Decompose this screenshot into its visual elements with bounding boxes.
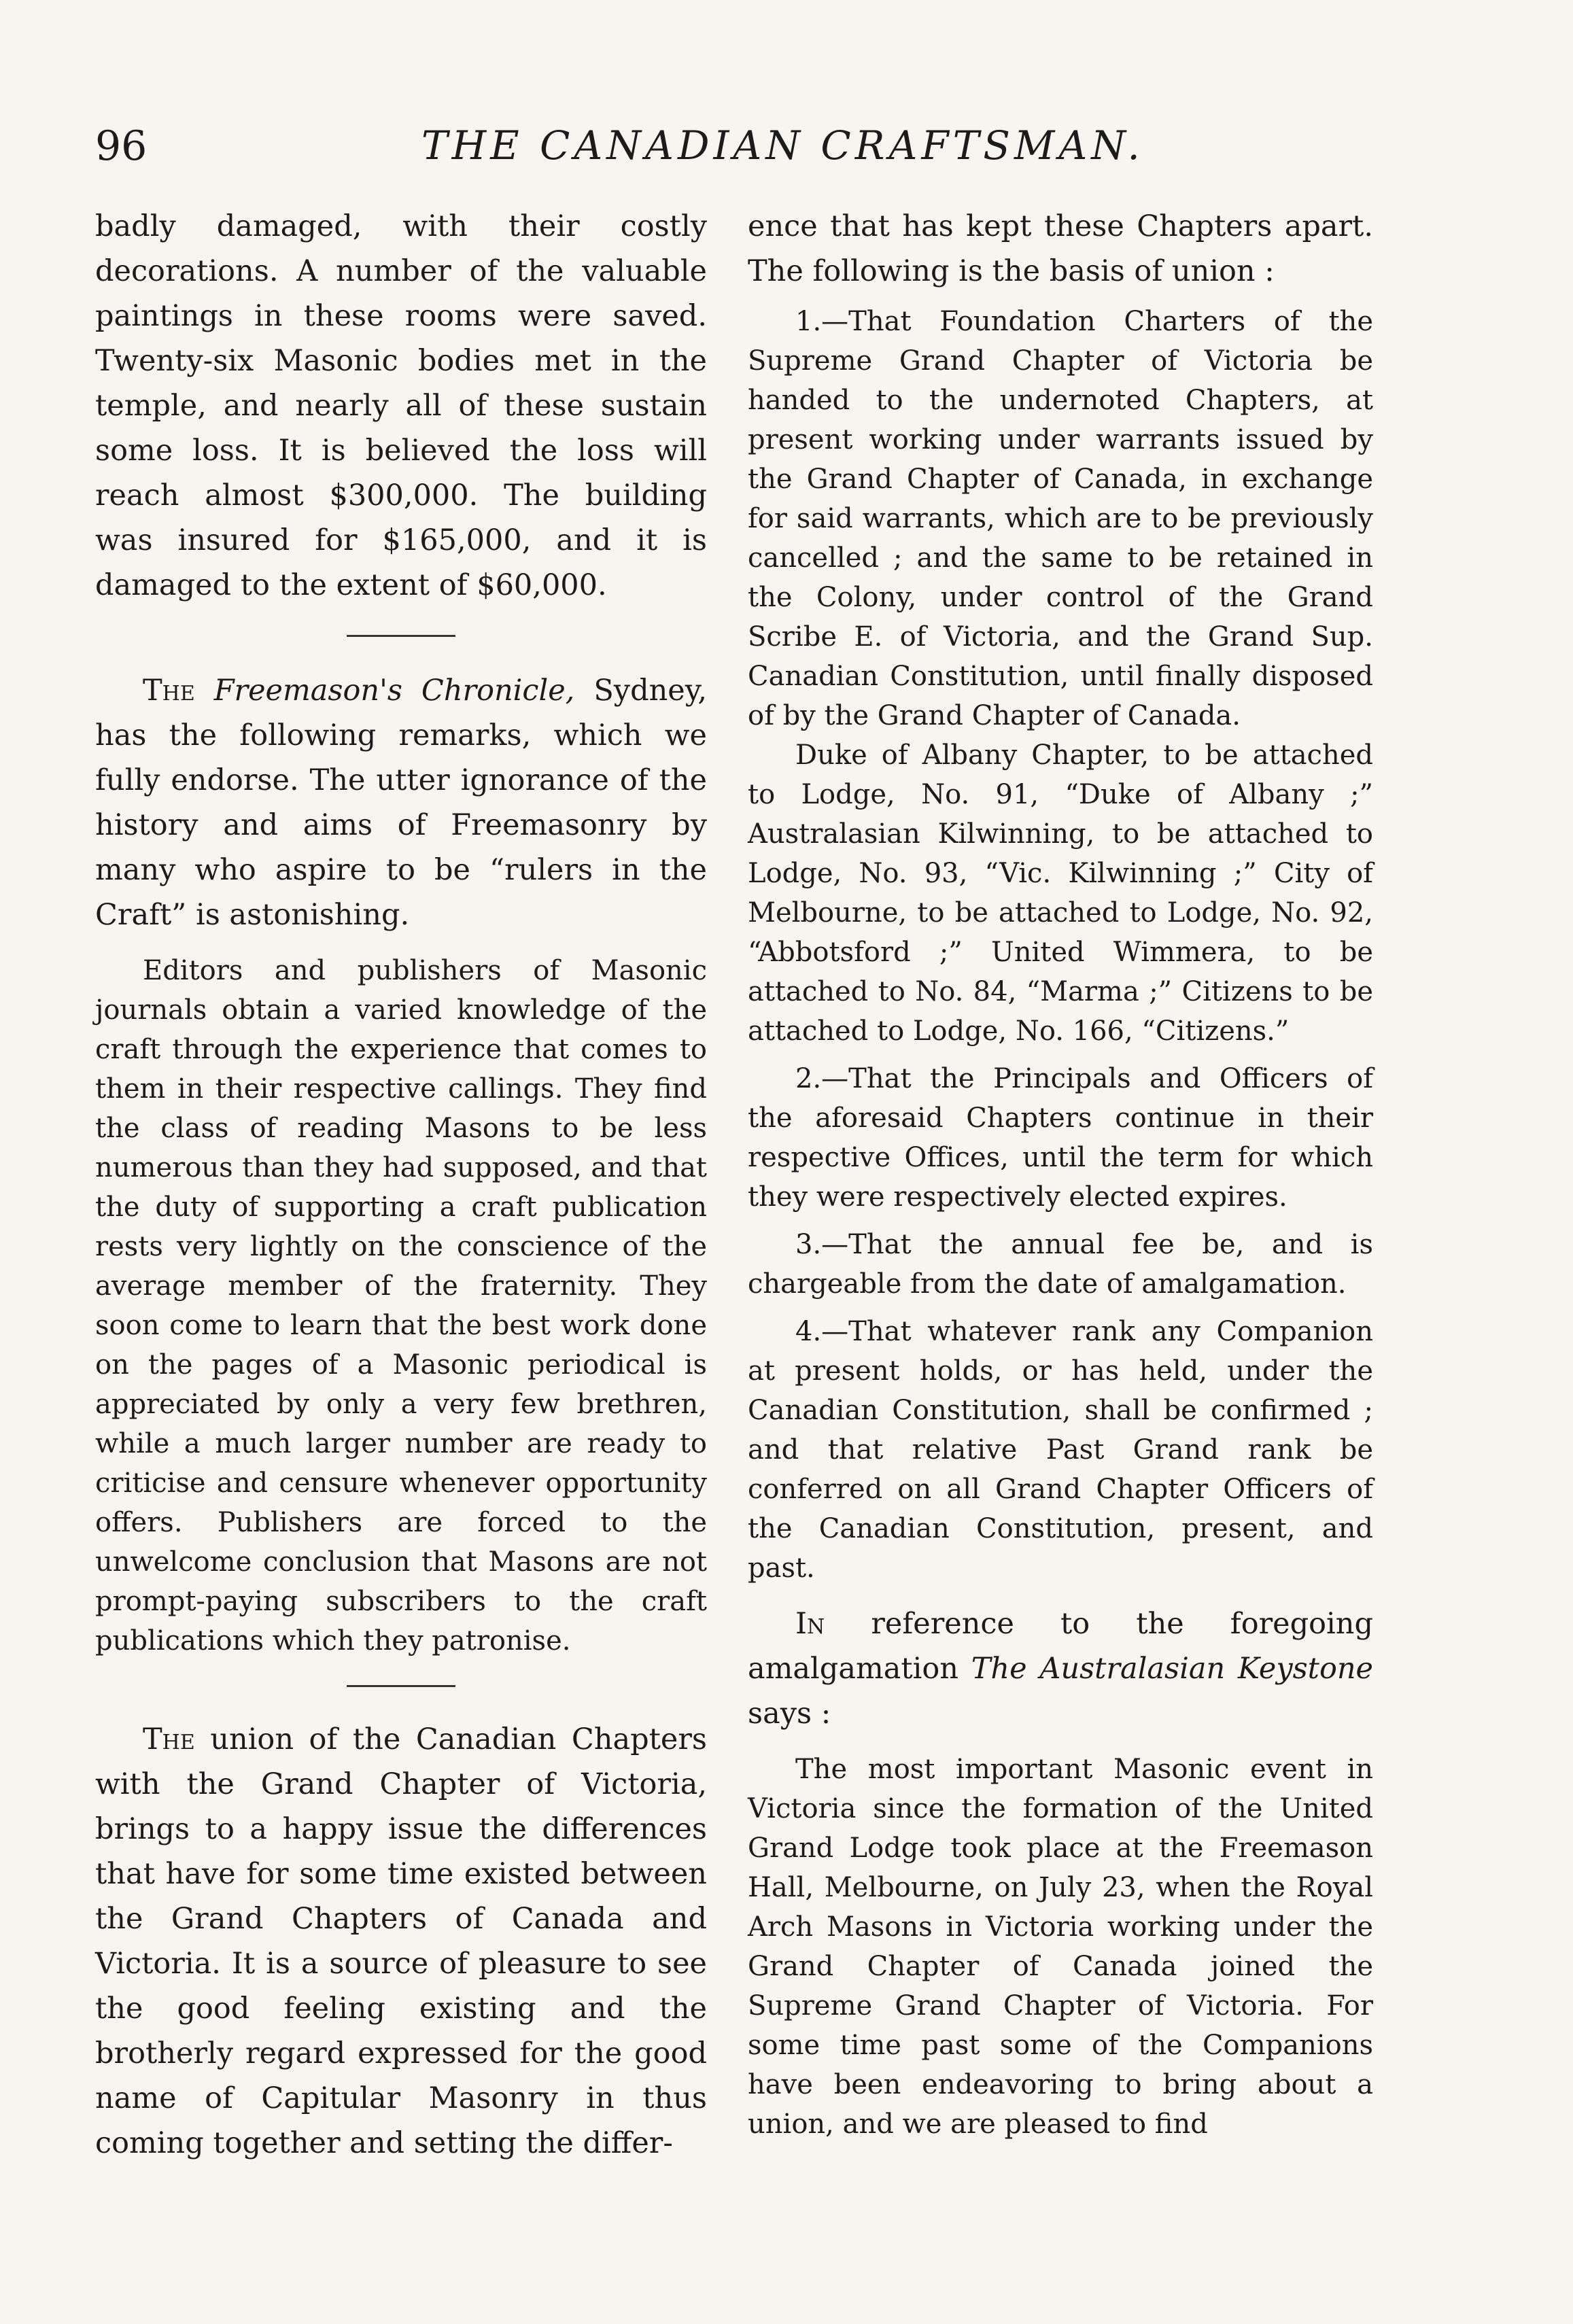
clause-4-paragraph: 4.—That whatever rank any Companion at present holds, or has held, under the Canadian Constitution, shall be confirmed ; and that relative Past Grand rank be conferred on all Grand Chapter Officers of the Canadian Constitution, present, and past. — [748, 1316, 1373, 1584]
page-number: 96 — [95, 122, 148, 170]
right-column — [748, 204, 1373, 2144]
section-separator — [347, 635, 455, 637]
publication-title: Freemason's Chronicle, — [213, 674, 575, 708]
paragraph-text: reference to the foregoing amalgamation — [748, 1607, 1373, 1686]
paragraph-text: union of the Canadian Chapters with the Grand Chapter of Victoria, brings to a happy issue the differences that have for some time existed between the Grand Chapters of Canada and Victoria. It is a source of pleasure to see the good feeling existing and the brotherly regard expressed for the good name of Capitular Masonry in thus coming together and setting the differ- — [95, 1722, 707, 2160]
editors-quote-paragraph: Editors and publishers of Masonic journals obtain a varied knowledge of the craft through the experience that comes to them in their respective callings. They find the class of reading Masons to be less numerous than they had supposed, and that the duty of supporting a craft publication rests very lightly on the conscience of the average member of the fraternity. They soon come to learn that the best work done on the pages of a Masonic periodical is appreciated by only a very few brethren, while a much larger number are ready to criticise and censure whenever opportunity offers. Publishers are forced to the unwelcome conclusion that Masons are not prompt-paying subscribers to the craft publications which they patronise. — [95, 955, 707, 1657]
clause-3-paragraph: 3.—That the annual fee be, and is chargeable from the date of amalgamation. — [748, 1229, 1373, 1300]
clause-2-paragraph: 2.—That the Principals and Officers of the aforesaid Chapters continue in their respective Offices, until the term for which they were respectively elected expires. — [748, 1063, 1373, 1213]
lead-word: The — [143, 1722, 195, 1756]
page-header — [95, 122, 1475, 184]
fire-damage-paragraph: badly damaged, with their costly decorations. A number of the valuable paintings in these rooms were saved. Twenty-six Masonic bodies met in the temple, and nearly all of these sustain some loss. It is believed the loss will reach almost $300,000. The building was insured for $165,000, and it is damaged to the extent of $60,000. — [95, 209, 707, 602]
keystone-intro-paragraph — [748, 1601, 1373, 1736]
clause-1-paragraph: 1.—That Foundation Charters of the Supreme Grand Chapter of Victoria be handed to the undernoted Chapters, at present working under warrants issued by the Grand Chapter of Canada, in exchange for said warrants, which are to be previously cancelled ; and the same to be retained in the Colony, under control of the Grand Scribe E. of Victoria, and the Grand Sup. Canadian Constitution, until finally disposed of by the Grand Chapter of Canada. — [748, 306, 1373, 731]
chronicle-intro-paragraph — [95, 668, 707, 937]
keystone-quote-paragraph: The most important Masonic event in Victoria since the formation of the United Grand Lodge took place at the Freemason Hall, Melbourne, on July 23, when the Royal Arch Masons in Victoria working under the Grand Chapter of Canada joined the Supreme Grand Chapter of Victoria. For some time past some of the Companions have been endeavoring to bring about a union, and we are pleased to find — [748, 1754, 1373, 2140]
paragraph-text: Sydney, has the following remarks, which we fully endorse. The utter ignorance of the history and aims of Freemasonry by many who aspire to be “rulers in the Craft” is astonishing. — [95, 674, 707, 932]
paragraph-text: says : — [748, 1697, 831, 1731]
lead-word: The — [143, 674, 195, 708]
chapters-union-paragraph — [95, 1717, 707, 2166]
left-column — [95, 204, 707, 2166]
publication-title: The Australasian Keystone — [971, 1652, 1373, 1686]
running-title: THE CANADIAN CRAFTSMAN. — [421, 122, 1144, 169]
basis-intro-paragraph: ence that has kept these Chapters apart. The following is the basis of union : — [748, 209, 1373, 288]
section-separator — [347, 1685, 455, 1687]
lead-word: In — [795, 1607, 825, 1641]
chapter-list-paragraph: Duke of Albany Chapter, to be attached to Lodge, No. 91, “Duke of Albany ;” Australasian Kilwinning, to be attached to Lodge, No. 93, “Vic. Kilwinning ;” City of Melbourne, to be attached to Lodge, No. 92, “Abbotsford ;” United Wimmera, to be attached to No. 84, “Marma ;” Citizens to be attached to Lodge, No. 166, “Citizens.” — [748, 740, 1373, 1047]
